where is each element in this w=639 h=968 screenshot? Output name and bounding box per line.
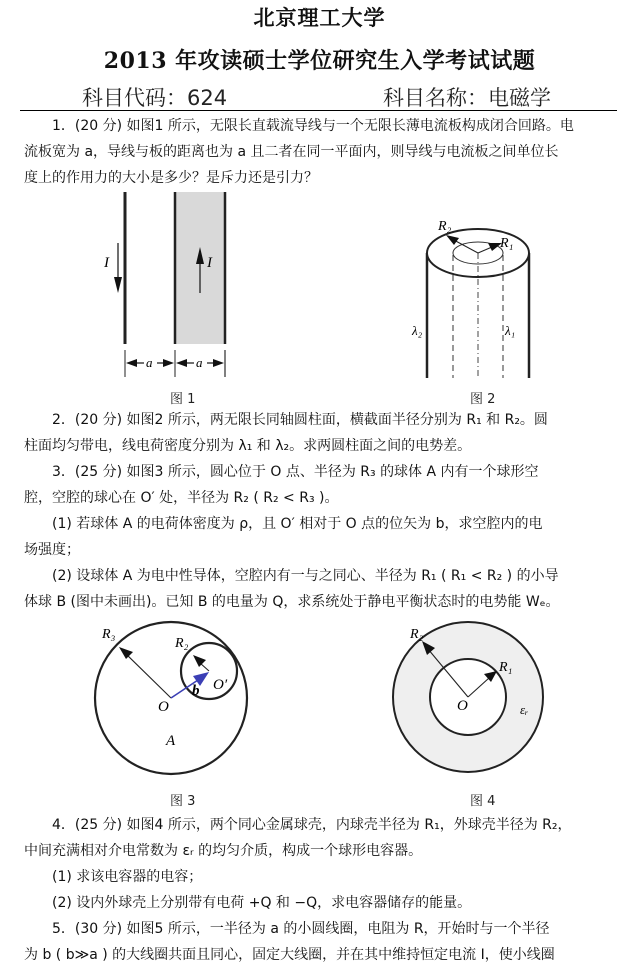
question-1 [24,113,620,191]
figure-3 [80,610,280,810]
question-3-line-1: 3．(25 分) 如图3 所示，圆心位于 O 点、半径为 R₃ 的球体 A 内有一个球形空 [52,464,539,480]
cavity-center-label: O′ [213,677,228,693]
question-3-part-1-line-2: 场强度； [24,542,80,558]
subject-code: 科目代码：624 [82,86,228,110]
vector-label: b [192,683,200,699]
question-4-line-1: 4．(25 分) 如图4 所示，两个同心金属球壳，内球壳半径为 R₁，外球壳半径为 R₂， [52,817,572,833]
inner-radius-label: R₁ [499,660,513,675]
question-1-line-1: 1．(20 分) 如图1 所示，无限长直载流导线与一个无限长薄电流板构成闭合回路。电 [52,118,574,134]
dim-label-1: a [146,355,153,370]
lambda-inner-label: λ₁ [505,323,516,338]
dim-arrow-icon [126,359,137,367]
outer-radius-label: R₃ [102,627,116,642]
header-divider [20,110,617,111]
exam-title: 2013 年攻读硕士学位研究生入学考试试题 [103,48,536,74]
dim-arrow-icon [176,359,187,367]
cavity-radius-label: R₂ [175,636,189,651]
outer-radius-label: R₂ [438,219,452,234]
lambda-outer-label: λ₂ [412,323,423,338]
body-label: A [166,733,176,749]
subject-name: 科目名称：电磁学 [383,86,551,110]
question-3 [24,459,620,615]
question-5 [24,916,620,968]
figure-4-caption: 图 4 [470,794,496,809]
dim-arrow-icon [163,359,174,367]
medium-label: εᵣ [520,702,529,717]
question-4-line-2: 中间充满相对介电常数为 εᵣ 的均匀介质，构成一个球形电容器。 [24,843,423,859]
dim-arrow-icon [213,359,224,367]
question-3-part-2-line-1: (2) 设球体 A 为电中性导体，空腔内有一与之同心、半径为 R₁ ( R₁ < R₂ ) 的小导 [52,568,559,584]
question-3-part-2-line-2: 体球 B (图中未画出)。已知 B 的电量为 Q，求系统处于静电平衡状态时的电势能 Wₑ。 [24,594,560,610]
question-2-line-1: 2．(20 分) 如图2 所示，两无限长同轴圆柱面，横截面半径分别为 R₁ 和 R₂。圆 [52,412,548,428]
question-2-line-2: 柱面均匀带电，线电荷密度分别为 λ₁ 和 λ₂。求两圆柱面之间的电势差。 [24,438,472,454]
figure-2 [380,185,580,410]
figure-4 [380,610,580,810]
center-label: O [457,698,468,714]
question-3-part-1-line-1: (1) 若球体 A 的电荷体密度为 ρ，且 O′ 相对于 O 点的位矢为 b，求空腔内的电 [52,516,543,532]
current-label-right: I [207,255,212,271]
question-4 [24,812,620,916]
question-1-line-3: 度上的作用力的大小是多少？是斥力还是引力？ [24,170,318,186]
question-5-line-2: 为 b ( b≫a ) 的大线圈共面且同心，固定大线圈，并在其中维持恒定电流 I，使小线圈 [24,947,555,963]
center-label: O [158,699,169,715]
figure-3-caption: 图 3 [170,794,196,809]
question-4-part-1: (1) 求该电容器的电容； [52,869,203,885]
question-4-part-2: (2) 设内外球壳上分别带有电荷 +Q 和 −Q，求电容器储存的能量。 [52,895,472,911]
figure-2-caption: 图 2 [470,392,496,407]
question-1-line-2: 流板宽为 a，导线与板的距离也为 a 且二者在同一平面内，则导线与电流板之间单位长 [24,144,559,160]
figure-1-caption: 图 1 [170,392,196,407]
inner-radius-label: R₁ [500,236,514,251]
question-3-line-2: 腔，空腔的球心在 O′ 处，半径为 R₂ ( R₂ < R₃ )。 [24,490,339,506]
university-name: 北京理工大学 [253,5,386,30]
dim-label-2: a [196,355,203,370]
question-2 [24,407,620,459]
current-label-left: I [104,255,109,271]
outer-radius-label: R₂ [410,627,424,642]
question-5-line-1: 5．(30 分) 如图5 所示，一半径为 a 的小圆线圈，电阻为 R，开始时与一个半径 [52,921,550,937]
arrow-down-icon [114,277,122,293]
figure-1 [90,185,290,410]
